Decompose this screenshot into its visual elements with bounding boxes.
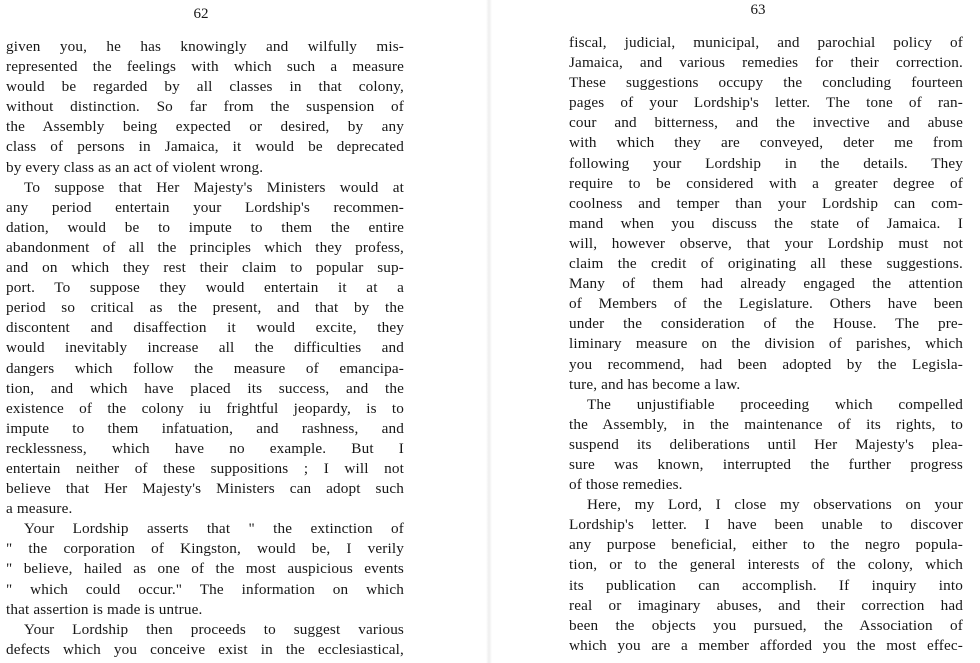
text-line: will, however observe, that your Lordship must not — [569, 234, 963, 252]
text-line: any period entertain your Lordship's recommen- — [6, 198, 404, 216]
text-line: believe that Her Majesty's Ministers can adopt such — [6, 480, 404, 498]
text-line: Here, my Lord, I close my observations on your — [587, 496, 963, 514]
text-line: suspend its deliberations until Her Majesty's plea- — [569, 435, 963, 453]
text-line: by every class as an act of violent wrong. — [6, 158, 264, 176]
text-line: would be regarded by all classes in that colony, — [6, 78, 404, 96]
text-line: given you, he has knowingly and wilfully mis- — [6, 38, 404, 55]
text-line: coolness and temper than your Lordship can com- — [569, 194, 963, 212]
text-line: with which they are conveyed, deter me from — [569, 134, 963, 152]
page-number: 62 — [193, 6, 209, 22]
text-line: liminary measure on the division of parishes, which — [569, 335, 963, 353]
text-line: Jamaica, and various remedies for their correction. — [569, 54, 963, 72]
text-line: a measure. — [6, 500, 73, 518]
text-line: real or imaginary abuses, and their correction had — [569, 596, 963, 614]
text-line: recklessness, which have no example. But I — [6, 439, 404, 457]
text-line: been the objects you pursued, the Association of — [569, 616, 963, 634]
text-line: under the consideration of the House. The pre- — [569, 315, 963, 333]
text-line: tion, or to the general interests of the colony, which — [569, 556, 963, 574]
text-line: tion, and which have placed its success, and the — [6, 379, 404, 397]
text-line: ture, and has become a law. — [569, 375, 741, 393]
text-line: mand when you discuss the state of Jamaica. I — [569, 214, 963, 232]
text-line: without distinction. So far from the suspension of — [6, 98, 404, 116]
text-line: of Members of the Legislature. Others have been — [569, 295, 963, 313]
text-line: entertain neither of these suppositions ; I will not — [6, 459, 404, 477]
page-text — [6, 37, 404, 660]
text-line: Lordship's letter. I have been unable to discover — [569, 516, 963, 534]
text-line: " believe, hailed as one of the most auspicious events — [6, 560, 404, 578]
text-line: would inevitably increase all the difficulties and — [6, 339, 404, 357]
page-number: 63 — [750, 2, 766, 18]
text-line: port. To suppose they would entertain it at a — [6, 279, 404, 297]
text-line: " which could occur." The information on which — [6, 580, 404, 598]
text-line: dangers which follow the measure of emancipa- — [6, 359, 404, 377]
page-text — [569, 33, 963, 656]
text-line: claim the credit of originating all these suggestions. — [569, 255, 963, 273]
text-line: class of persons in Jamaica, it would be deprecated — [6, 138, 404, 156]
text-line: " the corporation of Kingston, would be, I verily — [6, 540, 404, 558]
text-line: sure was known, interrupted the further progress — [569, 455, 963, 473]
text-line: and on which they rest their claim to popular sup- — [6, 259, 404, 277]
text-line: represented the feelings with which such a measure — [6, 58, 404, 76]
text-line: pages of your Lordship's letter. The tone of ran- — [569, 94, 963, 112]
text-line: Many of them had already engaged the attention — [569, 275, 963, 293]
text-line: defects which you conceive exist in the ecclesiastical, — [6, 640, 404, 658]
text-line: dation, would be to impute to them the entire — [6, 218, 404, 236]
text-line: Your Lordship asserts that " the extinction of — [24, 520, 404, 538]
text-line: any purpose beneficial, either to the negro popula- — [569, 536, 963, 554]
text-line: of those remedies. — [569, 476, 683, 494]
text-line: abandonment of all the principles which they profess, — [6, 238, 404, 256]
text-line: the Assembly being expected or desired, by any — [6, 118, 404, 136]
text-line: following your Lordship in the details. They — [569, 154, 963, 172]
text-line: which you are a member afforded you the most effec- — [569, 636, 963, 654]
text-line: impute to them infatuation, and rashness, and — [6, 419, 404, 437]
text-line: These suggestions occupy the concluding fourteen — [569, 74, 963, 92]
text-line: require to be considered with a greater degree of — [569, 174, 963, 192]
text-line: The unjustifiable proceeding which compelled — [587, 395, 963, 413]
right-page — [490, 0, 980, 663]
text-line: that assertion is made is untrue. — [6, 600, 203, 618]
text-line: you recommend, had been adopted by the Legisla- — [569, 355, 963, 373]
text-line: To suppose that Her Majesty's Ministers would at — [24, 178, 404, 196]
text-line: existence of the colony iu frightful jeopardy, is to — [6, 399, 404, 417]
text-line: discontent and disaffection it would excite, they — [6, 319, 404, 337]
text-line: its publication can accomplish. If inquiry into — [569, 576, 963, 594]
text-line: Your Lordship then proceeds to suggest various — [24, 620, 404, 638]
text-line: period so critical as the present, and that by the — [6, 299, 404, 317]
text-line: cour and bitterness, and the invective and abuse — [569, 114, 963, 132]
text-line: fiscal, judicial, municipal, and parochial policy of — [569, 34, 963, 51]
text-line: the Assembly, in the maintenance of its rights, to — [569, 415, 963, 433]
